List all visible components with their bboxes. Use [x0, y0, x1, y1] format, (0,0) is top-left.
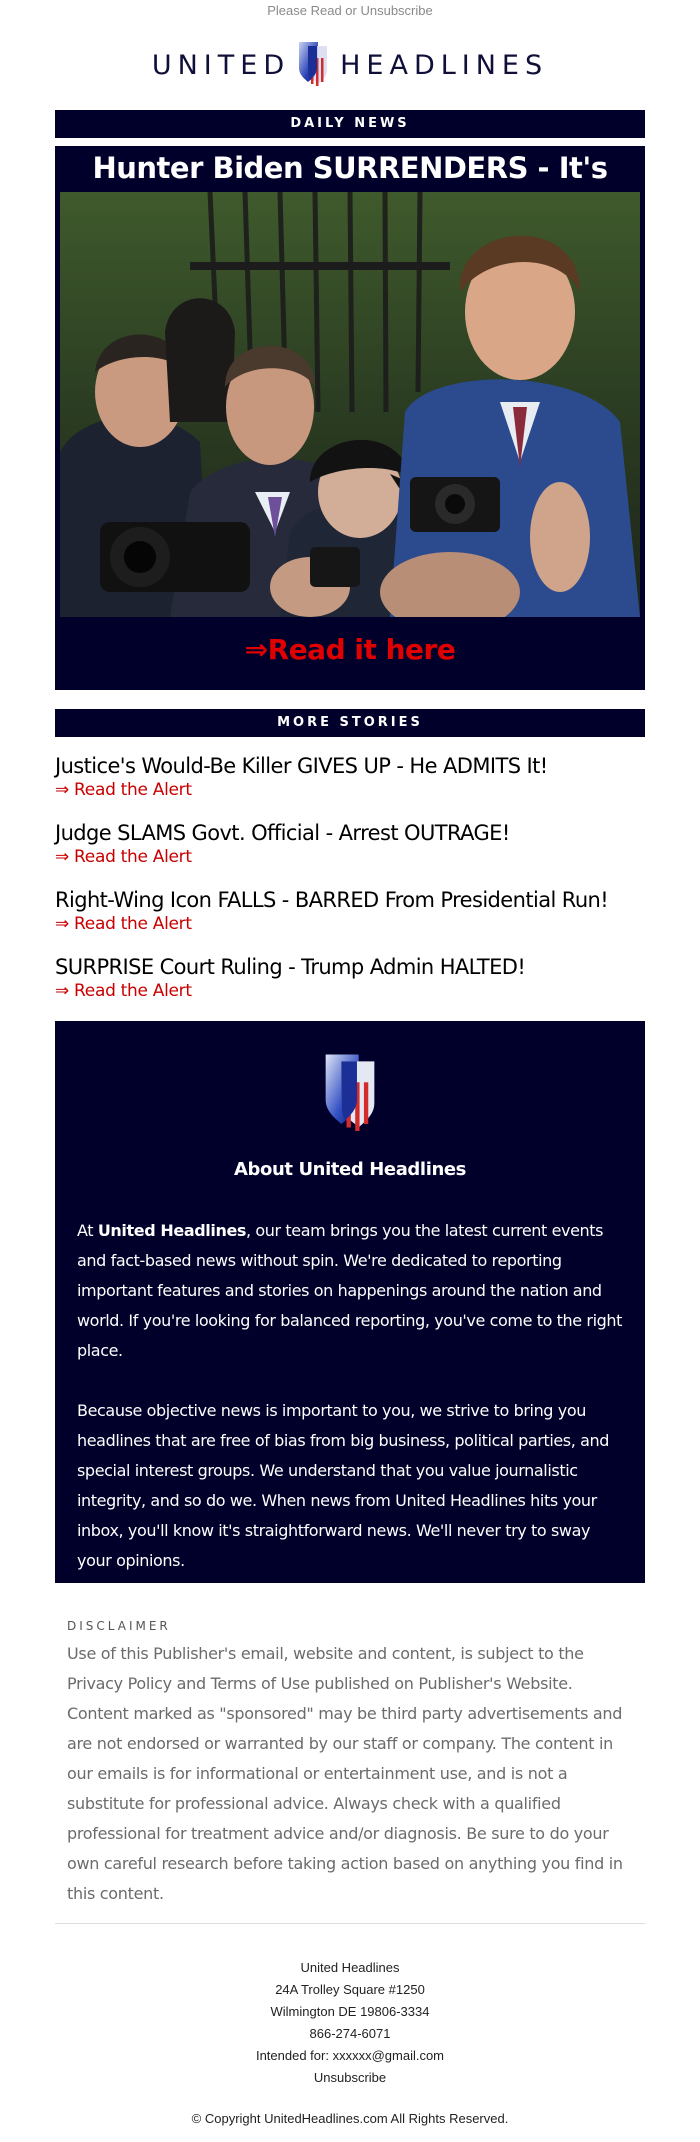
list-item: [55, 954, 645, 1002]
list-item: [55, 887, 645, 935]
brand-logo[interactable]: [0, 40, 700, 90]
about-section: [55, 1021, 645, 1583]
more-stories-bar: MORE STORIES: [55, 709, 645, 737]
about-p1-rest: , our team brings you the latest current events and fact-based news without spin. We're dedicated to reporting important features and stories on happenings around the nation and world. If you're looking for balanced reporting, you've come to the right place.: [77, 1221, 623, 1360]
story-headline[interactable]: SURPRISE Court Ruling - Trump Admin HALTED!: [55, 955, 526, 979]
about-paragraph-1: [77, 1216, 623, 1366]
read-alert-link[interactable]: ⇒ Read the Alert: [55, 780, 192, 800]
unsubscribe-link[interactable]: Unsubscribe: [313, 2070, 387, 2085]
hero-headline[interactable]: Hunter Biden SURRENDERS - It's: [92, 151, 608, 185]
story-headline[interactable]: Justice's Would-Be Killer GIVES UP - He ADMITS It!: [55, 754, 548, 778]
logo-word-right: HEADLINES: [340, 49, 549, 81]
hero-photo[interactable]: [60, 192, 640, 617]
disclaimer-text: Use of this Publisher's email, website and content, is subject to the Privacy Policy and Terms of Use published on Publisher's Website. Content marked as "sponsored" may be third party advertisements and are not endorsed or warranted by our staff or company. The content in our emails is for informational or entertainment use, and is not a substitute for professional advice. Always check with a qualified professional for treatment advice and/or diagnosis. Be sure to do your own careful research before taking action based on anything you find in this content.: [67, 1644, 623, 1903]
about-title: About United Headlines: [233, 1159, 466, 1180]
story-headline[interactable]: Right-Wing Icon FALLS - BARRED From Presidential Run!: [55, 888, 609, 912]
footer-company: United Headlines: [300, 1960, 400, 1975]
story-headline[interactable]: Judge SLAMS Govt. Official - Arrest OUTRAGE!: [55, 821, 510, 845]
shield-flag-icon: [77, 1051, 623, 1131]
copyright: © Copyright UnitedHeadlines.com All Rights Reserved.: [191, 2111, 509, 2126]
hero-story[interactable]: [55, 146, 645, 690]
story-list: [55, 753, 645, 1002]
disclaimer-heading: DISCLAIMER: [67, 1619, 171, 1633]
about-brand-name: United Headlines: [97, 1221, 247, 1240]
list-item: [55, 820, 645, 868]
read-alert-link[interactable]: ⇒ Read the Alert: [55, 914, 192, 934]
about-paragraph-2: Because objective news is important to you, we strive to bring you headlines that are free of bias from big business, political parties, and special interest groups. We understand that you value journalistic integrity, and so do we. When news from United Headlines hits your inbox, you'll know it's straightforward news. We'll never try to sway your opinions.: [77, 1401, 610, 1570]
list-item: [55, 753, 645, 801]
preheader-link[interactable]: Please Read or Unsubscribe: [267, 3, 433, 18]
footer-address-line-1: 24A Trolley Square #1250: [275, 1982, 425, 1997]
disclaimer: [55, 1583, 645, 1924]
logo-word-left: UNITED: [151, 49, 291, 81]
about-p1-prefix: At: [77, 1221, 98, 1240]
read-alert-link[interactable]: ⇒ Read the Alert: [55, 847, 192, 867]
footer: [0, 1957, 700, 2089]
shield-flag-icon: [296, 40, 330, 91]
daily-news-bar: DAILY NEWS: [55, 110, 645, 138]
footer-phone: 866-274-6071: [309, 2026, 391, 2041]
read-it-here-link[interactable]: ⇒Read it here: [244, 633, 456, 666]
footer-address-line-2: Wilmington DE 19806-3334: [270, 2004, 430, 2019]
footer-intended-for: Intended for: xxxxxx@gmail.com: [255, 2048, 445, 2063]
read-alert-link[interactable]: ⇒ Read the Alert: [55, 981, 192, 1001]
